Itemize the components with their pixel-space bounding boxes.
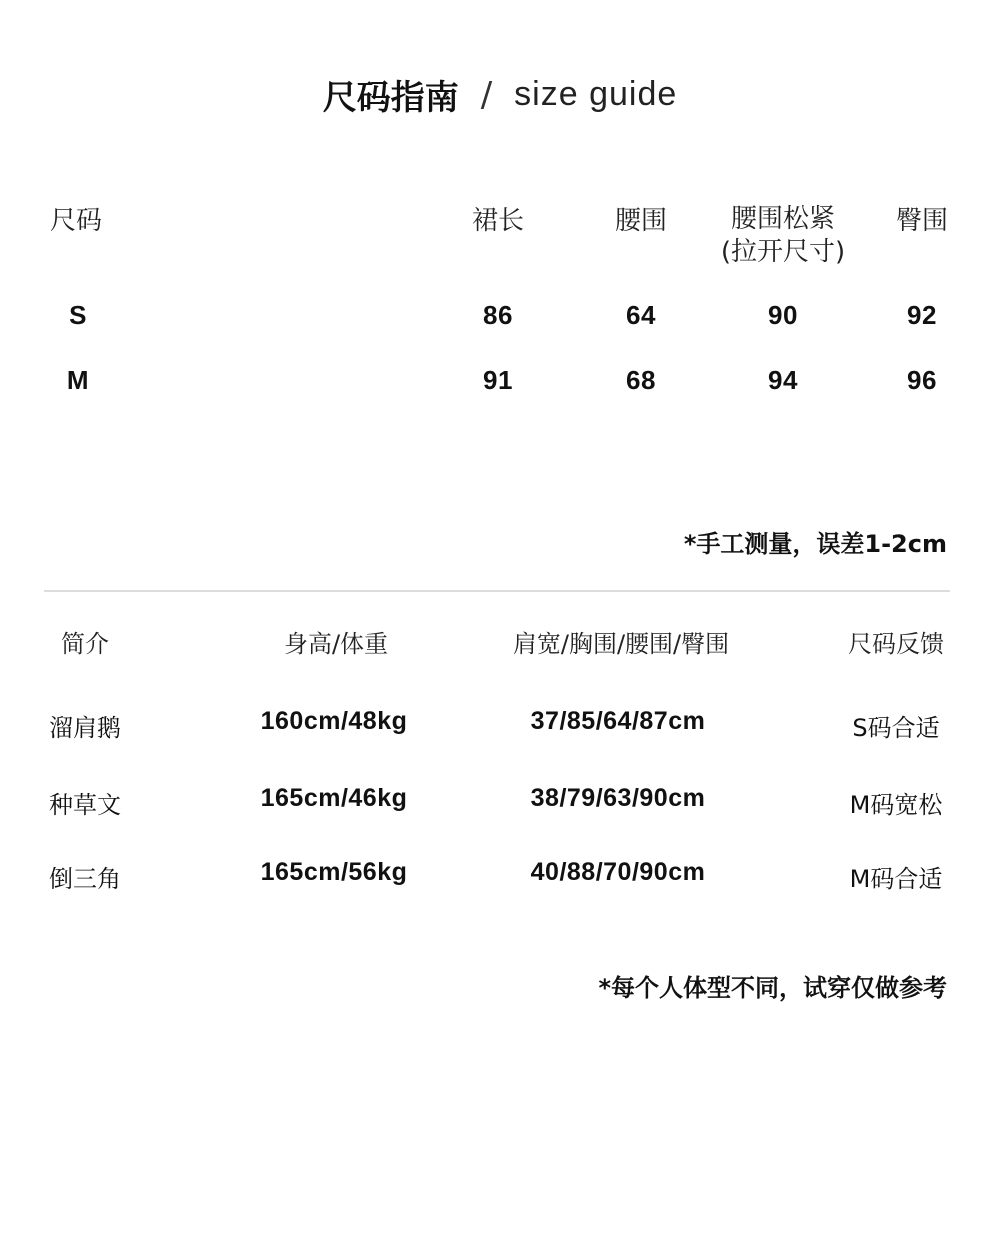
- cell-size-feedback: M码合适: [849, 865, 943, 893]
- cell-size-feedback: M码宽松: [849, 791, 943, 819]
- cell-hip: 96: [907, 365, 937, 395]
- cell-length: 86: [483, 300, 513, 330]
- header-waist-stretch: [703, 203, 863, 269]
- header-waist-stretch-line1: 腰围松紧: [730, 204, 835, 234]
- measurement-note: *手工测量，误差1-2cm: [683, 530, 947, 558]
- header-waist: 腰围: [614, 206, 667, 236]
- cell-hip: 92: [907, 300, 937, 330]
- cell-measurements: 37/85/64/87cm: [530, 707, 706, 735]
- page-title: [0, 70, 1000, 119]
- header-hip: 臀围: [895, 206, 948, 236]
- cell-intro: 种草文: [49, 791, 121, 819]
- fit-note: *每个人体型不同，试穿仅做参考: [598, 974, 947, 1002]
- cell-length: 91: [483, 365, 513, 395]
- cell-size: M: [66, 365, 90, 395]
- title-chinese: 尺码指南: [322, 78, 459, 118]
- header-intro: 简介: [61, 630, 109, 658]
- header-waist-stretch-line2: (拉开尺寸): [720, 237, 846, 267]
- cell-measurements: 38/79/63/90cm: [530, 784, 706, 812]
- cell-waist-stretch: 94: [768, 365, 798, 395]
- title-separator: /: [480, 74, 493, 115]
- header-height-weight: 身高/体重: [283, 630, 389, 658]
- header-size: 尺码: [50, 206, 103, 236]
- section-divider: [44, 590, 950, 592]
- cell-size: S: [69, 300, 87, 330]
- cell-intro: 倒三角: [49, 865, 121, 893]
- cell-waist: 68: [626, 365, 656, 395]
- header-size-feedback: 尺码反馈: [848, 630, 944, 658]
- title-english: size guide: [514, 75, 678, 113]
- header-length: 裙长: [471, 206, 524, 236]
- cell-height-weight: 165cm/46kg: [260, 784, 408, 812]
- cell-height-weight: 165cm/56kg: [260, 858, 408, 886]
- cell-intro: 溜肩鹅: [49, 714, 121, 742]
- cell-height-weight: 160cm/48kg: [260, 707, 408, 735]
- cell-measurements: 40/88/70/90cm: [530, 858, 706, 886]
- header-measurements: 肩宽/胸围/腰围/臀围: [512, 630, 730, 658]
- cell-waist-stretch: 90: [768, 300, 798, 330]
- cell-waist: 64: [626, 300, 656, 330]
- cell-size-feedback: S码合适: [852, 714, 940, 742]
